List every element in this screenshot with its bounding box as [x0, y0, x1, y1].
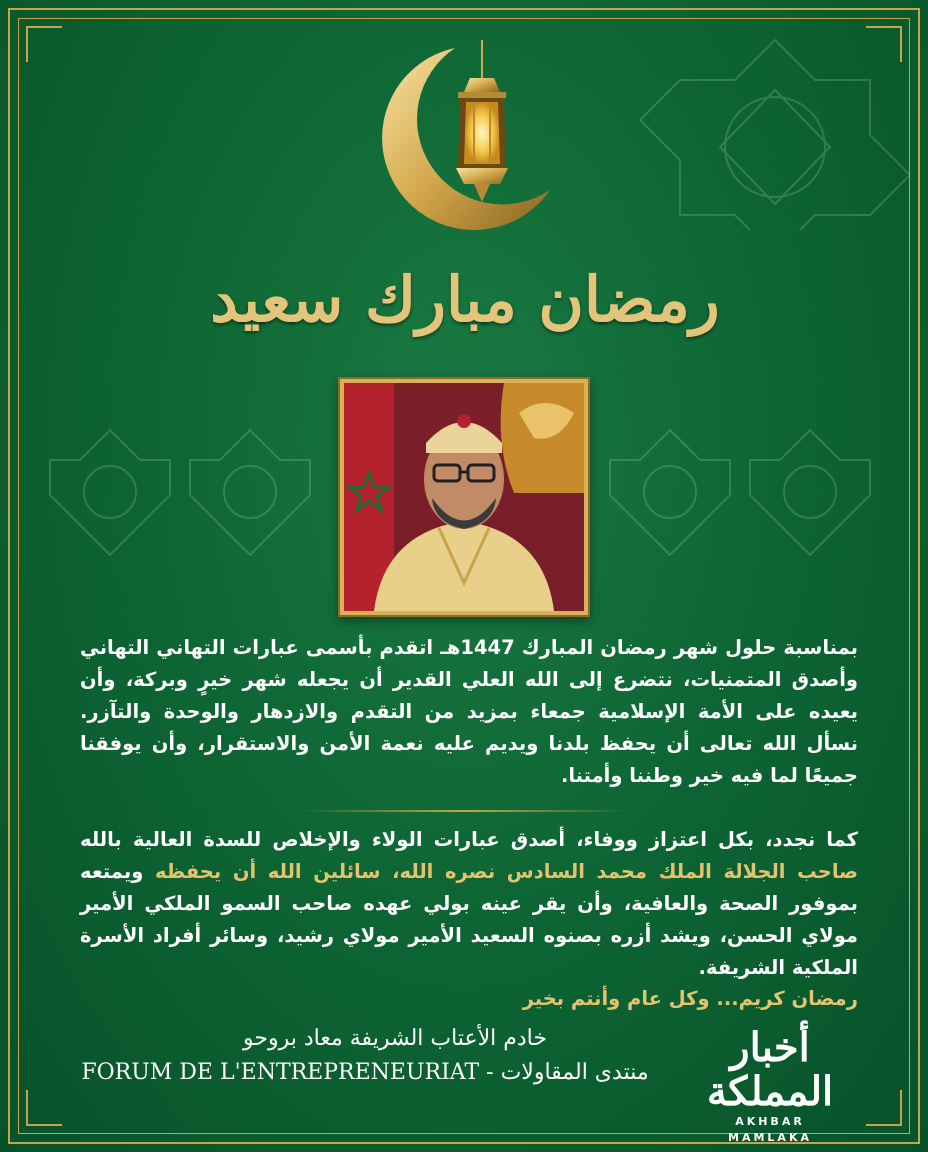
paragraph-intro: كما نجدد، بكل اعتزاز ووفاء، أصدق عبارات الولاء والإخلاص للسدة العالية بالله: [80, 828, 858, 851]
signature-organization: FORUM DE L'ENTREPRENEURIAT - منتدى المقاولات: [81, 1060, 649, 1085]
logo-mark: أخبار المملكة: [706, 1024, 834, 1115]
paragraph-rest: ويمتعه بموفور الصحة والعافية، وأن يقر عينه بولي عهده صاحب السمو الملكي الأمير مولاي الحسن، ويشد أزره بصنوه السعيد الأمير مولاي رشيد، وسائر أفراد الأسرة الملكية الشريفة.: [80, 860, 858, 979]
loyalty-paragraph: [80, 824, 858, 984]
portrait-frame: [338, 377, 590, 617]
king-title-highlight: صاحب الجلالة الملك محمد السادس نصره الله، سائلين الله أن يحفظه: [154, 860, 858, 883]
signature-block: [60, 1022, 670, 1090]
geometric-pattern-right: [600, 420, 890, 570]
corner-ornament: [26, 26, 62, 62]
closing-wish: رمضان كريم... وكل عام وأنتم بخير: [522, 987, 858, 1010]
crescent-moon-icon: [360, 40, 580, 240]
lantern-icon: [456, 78, 508, 202]
divider: [300, 810, 628, 812]
corner-ornament: [866, 26, 902, 62]
greeting-title: رمضان مبارك سعيد: [210, 263, 720, 336]
geometric-pattern-left: [40, 420, 330, 570]
akhbar-mamlaka-logo: [690, 1024, 850, 1144]
signature-name: خادم الأعتاب الشريفة معاد بروحو: [243, 1026, 547, 1051]
corner-ornament: [26, 1090, 62, 1126]
corner-ornament: [866, 1090, 902, 1126]
congratulation-paragraph: [80, 632, 858, 792]
logo-subtitle: AKHBAR MAMLAKA: [728, 1115, 812, 1144]
paragraph-text: بمناسبة حلول شهر رمضان المبارك 1447هـ اتقدم بأسمى عبارات التهاني التهاني وأصدق المتمنيات، نتضرع إلى الله العلي القدير أن يجعله شهر خيرٍ وبركة، وأن يعيده على الأمة الإسلامية جمعاء بمزيد من التقدم والازدهار والوحدة والتآزر. نسأل الله تعالى أن يحفظ بلدنا ويديم عليه نعمة الأمن والاستقرار، وأن يوفقنا جميعًا لما فيه خير وطننا وأمتنا.: [80, 636, 858, 787]
portrait-photo: [344, 383, 584, 611]
